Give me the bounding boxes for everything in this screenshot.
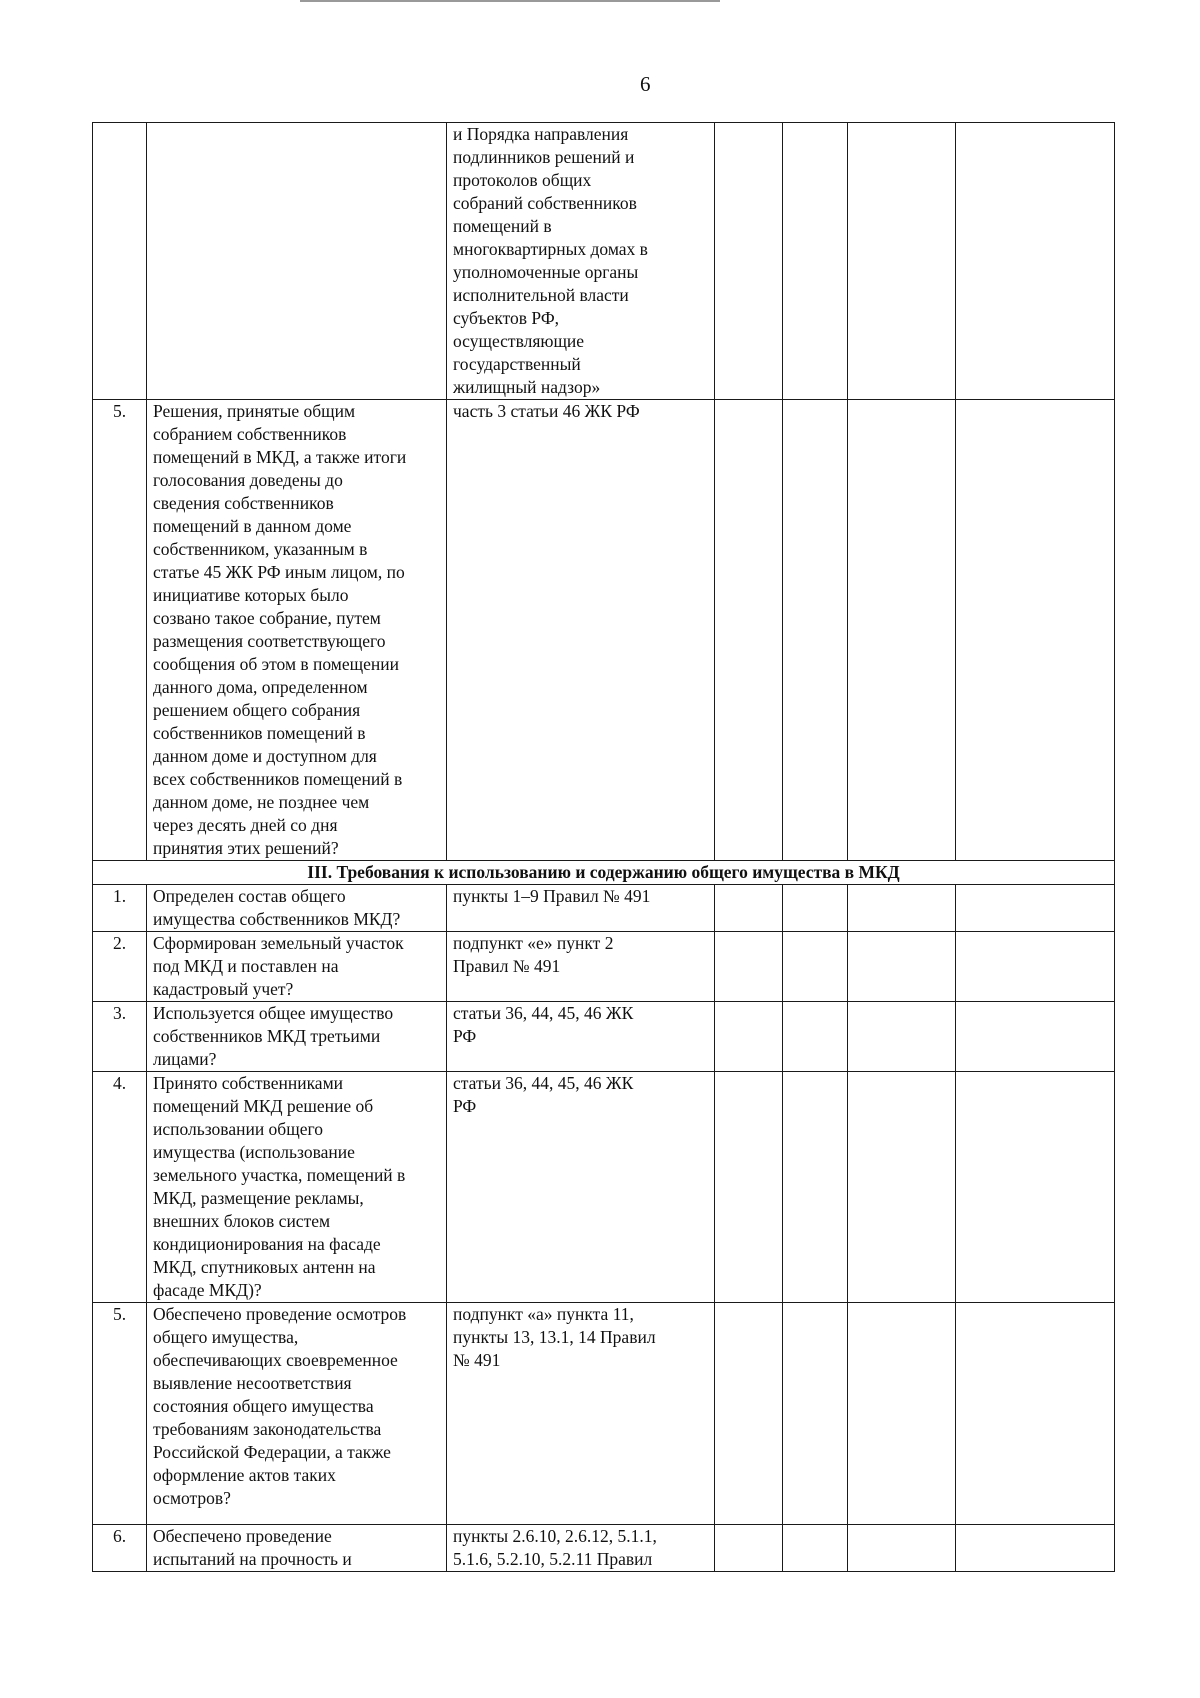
answer-cell <box>848 1002 956 1072</box>
row-number <box>93 123 147 400</box>
table-row <box>93 1303 1115 1525</box>
answer-cell <box>783 1525 848 1572</box>
row-number: 6. <box>93 1525 147 1572</box>
requirement-text: Используется общее имущество собственников МКД третьими лицами? <box>147 1002 447 1072</box>
table-row <box>93 1525 1115 1572</box>
table-row <box>93 123 1115 400</box>
answer-cell <box>715 123 783 400</box>
answer-cell <box>956 1525 1115 1572</box>
answer-cell <box>783 123 848 400</box>
requirement-text: Сформирован земельный участок под МКД и поставлен на кадастровый учет? <box>147 932 447 1002</box>
table-row <box>93 1072 1115 1303</box>
row-number: 1. <box>93 885 147 932</box>
answer-cell <box>956 123 1115 400</box>
row-number: 4. <box>93 1072 147 1303</box>
answer-cell <box>715 1303 783 1525</box>
page-number: 6 <box>640 72 651 96</box>
legal-reference: статьи 36, 44, 45, 46 ЖК РФ <box>447 1002 715 1072</box>
answer-cell <box>956 1002 1115 1072</box>
answer-cell <box>848 1072 956 1303</box>
answer-cell <box>956 885 1115 932</box>
row-number: 5. <box>93 1303 147 1525</box>
legal-reference: часть 3 статьи 46 ЖК РФ <box>447 400 715 861</box>
answer-cell <box>715 1072 783 1303</box>
answer-cell <box>783 932 848 1002</box>
row-number: 5. <box>93 400 147 861</box>
answer-cell <box>783 400 848 861</box>
requirement-text: Обеспечено проведение осмотров общего имущества, обеспечивающих своевременное выявление несоответствия состояния общего имущества требованиям законодательства Российской Федерации, а также оформление актов таких осмотров? <box>147 1303 447 1525</box>
answer-cell <box>956 1303 1115 1525</box>
row-number: 3. <box>93 1002 147 1072</box>
section-header <box>93 861 1115 885</box>
requirement-text: Решения, принятые общим собранием собственников помещений в МКД, а также итоги голосования доведены до сведения собственников помещений в данном доме собственником, указанным в статье 45 ЖК РФ иным лицом, по инициативе которых было созвано такое собрание, путем размещения соответствующего сообщения об этом в помещении данного дома, определенном решением общего собрания собственников помещений в данном доме и доступном для всех собственников помещений в данном доме, не позднее чем через десять дней со дня принятия этих решений? <box>147 400 447 861</box>
scan-edge-mark <box>300 0 720 2</box>
legal-reference: подпункт «а» пункта 11, пункты 13, 13.1, 14 Правил № 491 <box>447 1303 715 1525</box>
requirement-text: Определен состав общего имущества собственников МКД? <box>147 885 447 932</box>
table-body-top <box>93 123 1115 861</box>
table-body-section3 <box>93 885 1115 1572</box>
answer-cell <box>956 932 1115 1002</box>
checklist-table <box>92 122 1115 1572</box>
answer-cell <box>783 1072 848 1303</box>
section-header-row <box>93 861 1115 885</box>
table-row <box>93 885 1115 932</box>
answer-cell <box>956 1072 1115 1303</box>
answer-cell <box>783 1002 848 1072</box>
answer-cell <box>848 123 956 400</box>
legal-reference: подпункт «е» пункт 2 Правил № 491 <box>447 932 715 1002</box>
legal-reference: пункты 1–9 Правил № 491 <box>447 885 715 932</box>
answer-cell <box>783 885 848 932</box>
answer-cell <box>715 885 783 932</box>
requirement-text: Принято собственниками помещений МКД решение об использовании общего имущества (использование земельного участка, помещений в МКД, размещение рекламы, внешних блоков систем кондиционирования на фасаде МКД, спутниковых антенн на фасаде МКД)? <box>147 1072 447 1303</box>
answer-cell <box>848 932 956 1002</box>
answer-cell <box>848 885 956 932</box>
answer-cell <box>715 1525 783 1572</box>
answer-cell <box>715 400 783 861</box>
answer-cell <box>783 1303 848 1525</box>
answer-cell <box>956 400 1115 861</box>
table-row <box>93 1002 1115 1072</box>
table-row <box>93 400 1115 861</box>
answer-cell <box>848 1525 956 1572</box>
legal-reference: и Порядка направления подлинников решений и протоколов общих собраний собственников помещений в многоквартирных домах в уполномоченные органы исполнительной власти субъектов РФ, осуществляющие государственный жилищный надзор» <box>447 123 715 400</box>
legal-reference: статьи 36, 44, 45, 46 ЖК РФ <box>447 1072 715 1303</box>
answer-cell <box>715 1002 783 1072</box>
row-number: 2. <box>93 932 147 1002</box>
requirement-text: Обеспечено проведение испытаний на прочность и <box>147 1525 447 1572</box>
section-title: III. Требования к использованию и содержанию общего имущества в МКД <box>93 861 1115 885</box>
legal-reference: пункты 2.6.10, 2.6.12, 5.1.1, 5.1.6, 5.2.10, 5.2.11 Правил <box>447 1525 715 1572</box>
table-row <box>93 932 1115 1002</box>
requirement-text <box>147 123 447 400</box>
answer-cell <box>848 400 956 861</box>
answer-cell <box>848 1303 956 1525</box>
answer-cell <box>715 932 783 1002</box>
